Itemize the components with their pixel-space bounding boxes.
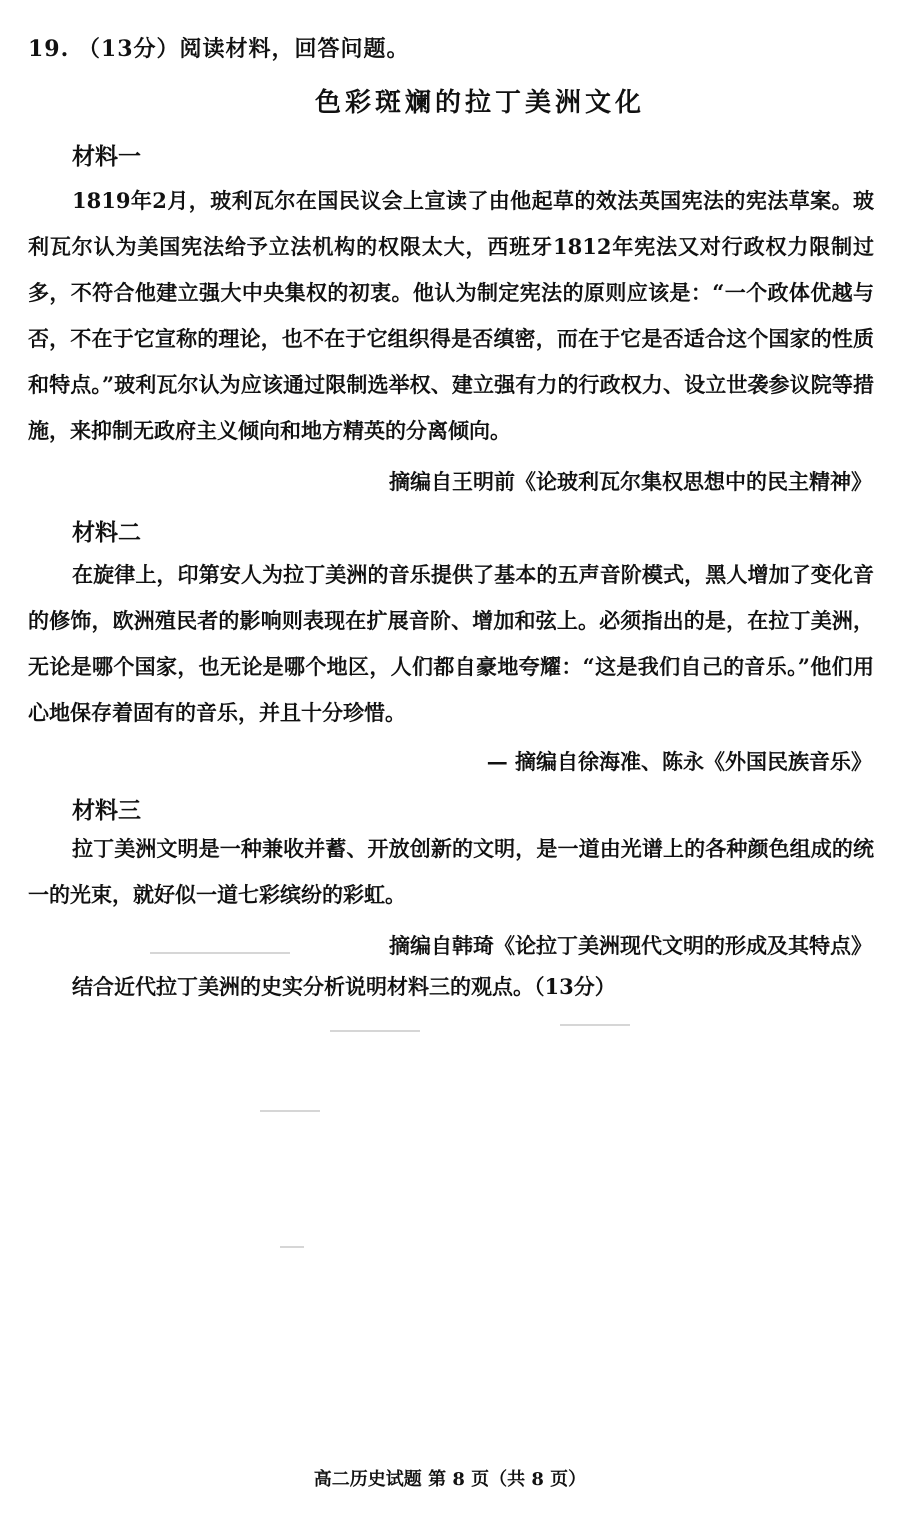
material-3-label: 材料三 bbox=[72, 797, 141, 824]
page-title: 色彩斑斓的拉丁美洲文化 bbox=[314, 88, 645, 118]
scan-smudge bbox=[150, 952, 290, 954]
scan-smudge bbox=[560, 1024, 630, 1026]
material-1-source: 摘编自王明前《论玻利瓦尔集权思想中的民主精神》 bbox=[389, 469, 872, 494]
material-2-source: — 摘编自徐海准、陈永《外国民族音乐》 bbox=[486, 749, 872, 774]
material-2-text: 在旋律上，印第安人为拉丁美洲的音乐提供了基本的五声音阶模式，黑人增加了变化音的修饰，欧洲殖民者的影响则表现在扩展音阶、增加和弦上。必须指出的是，在拉丁美洲，无论是哪个国家，也无论是哪个地区，人们都自豪地夸耀：“这是我们自己的音乐。”他们用心地保存着固有的音乐，并且十分珍惜。 bbox=[28, 562, 874, 725]
question-header: 19. （13分）阅读材料，回答问题。 bbox=[28, 36, 410, 62]
material-1-text: 1819年2月，玻利瓦尔在国民议会上宣读了由他起草的效法英国宪法的宪法草案。玻利瓦尔认为美国宪法给予立法机构的权限太大，西班牙1812年宪法又对行政权力限制过多，不符合他建立强大中央集权的初衷。他认为制定宪法的原则应该是：“一个政体优越与否，不在于它宣称的理论，也不在于它组织得是否缜密，而在于它是否适合这个国家的性质和特点。”玻利瓦尔认为应该通过限制选举权、建立强有力的行政权力、设立世袭参议院等措施，来抑制无政府主义倾向和地方精英的分离倾向。 bbox=[28, 188, 874, 443]
material-1-label: 材料一 bbox=[72, 143, 141, 170]
material-2-label: 材料二 bbox=[72, 519, 141, 546]
question-task: 结合近代拉丁美洲的史实分析说明材料三的观点。（13分） bbox=[72, 974, 616, 999]
scan-smudge bbox=[260, 1110, 320, 1112]
material-3-text: 拉丁美洲文明是一种兼收并蓄、开放创新的文明，是一道由光谱上的各种颜色组成的统一的光束，就好似一道七彩缤纷的彩虹。 bbox=[28, 836, 874, 907]
page-footer: 高二历史试题 第 8 页（共 8 页） bbox=[313, 1469, 587, 1490]
scan-smudge bbox=[280, 1246, 304, 1248]
scan-smudge bbox=[330, 1030, 420, 1032]
material-3-source: 摘编自韩琦《论拉丁美洲现代文明的形成及其特点》 bbox=[389, 933, 872, 958]
